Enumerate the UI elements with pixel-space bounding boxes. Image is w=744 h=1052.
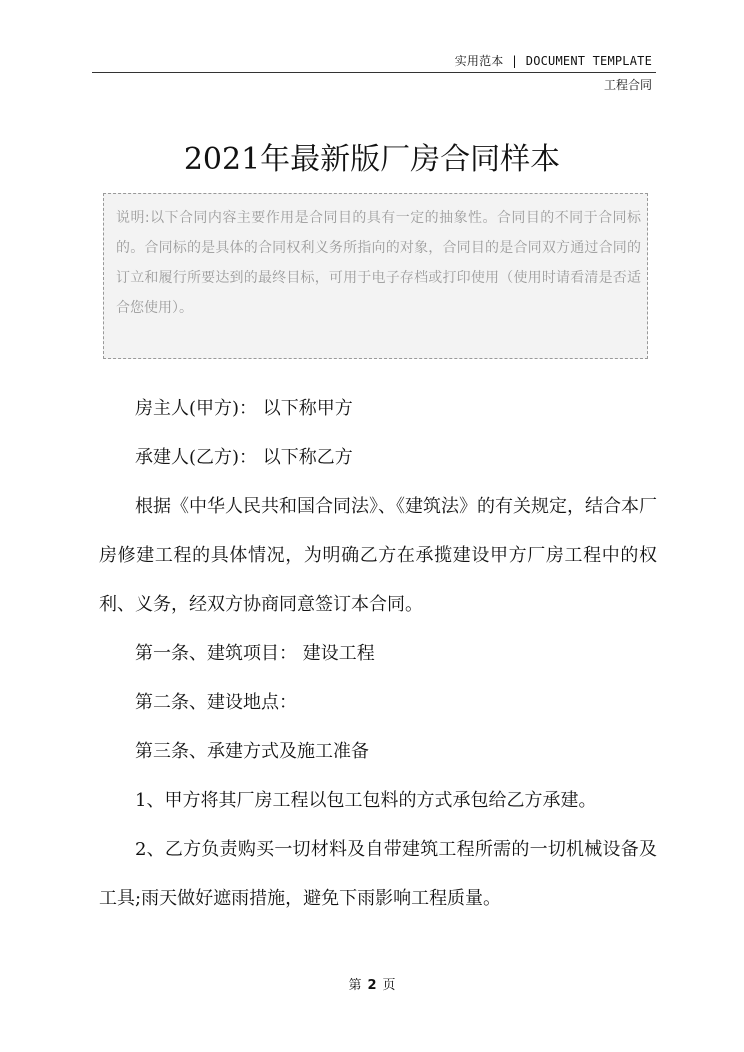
paragraph-article-3: 第三条、承建方式及施工准备 [135, 741, 369, 762]
page-prefix: 第 [348, 978, 362, 993]
page-number: 2 [367, 978, 377, 993]
paragraph-party-b: 承建人(乙方)： 以下称乙方 [135, 447, 353, 468]
document-body [99, 384, 657, 923]
paragraph-article-2: 第二条、建设地点： [135, 692, 297, 713]
document-title: 2021年最新版厂房合同样本 [183, 142, 561, 177]
header-divider [92, 72, 656, 73]
note-box [103, 193, 648, 359]
paragraph-party-a: 房主人(甲方)： 以下称甲方 [135, 398, 353, 419]
paragraph-clause-1: 1、甲方将其厂房工程以包工包料的方式承包给乙方承建。 [135, 790, 597, 811]
header-brand: 实用范本 | DOCUMENT TEMPLATE [454, 54, 652, 68]
paragraph-basis: 根据《中华人民共和国合同法》、《建筑法》的有关规定，结合本厂房修建工程的具体情况，为明确乙方在承揽建设甲方厂房工程中的权利、义务，经双方协商同意签订本合同。 [99, 496, 657, 615]
paragraph-article-1: 第一条、建筑项目： 建设工程 [135, 643, 375, 664]
header-category: 工程合同 [603, 78, 652, 92]
paragraph-clause-2: 2、乙方负责购买一切材料及自带建筑工程所需的一切机械设备及工具;雨天做好遮雨措施，避免下雨影响工程质量。 [99, 839, 657, 909]
page-suffix: 页 [382, 978, 396, 993]
note-text: 说明:以下合同内容主要作用是合同目的具有一定的抽象性。合同目的不同于合同标的。合同标的是具体的合同权利义务所指向的对象，合同目的是合同双方通过合同的订立和履行所要达到的最终目标，可用于电子存档或打印使用（使用时请看清是否适合您使用）。 [116, 210, 641, 316]
page-footer [0, 974, 744, 993]
